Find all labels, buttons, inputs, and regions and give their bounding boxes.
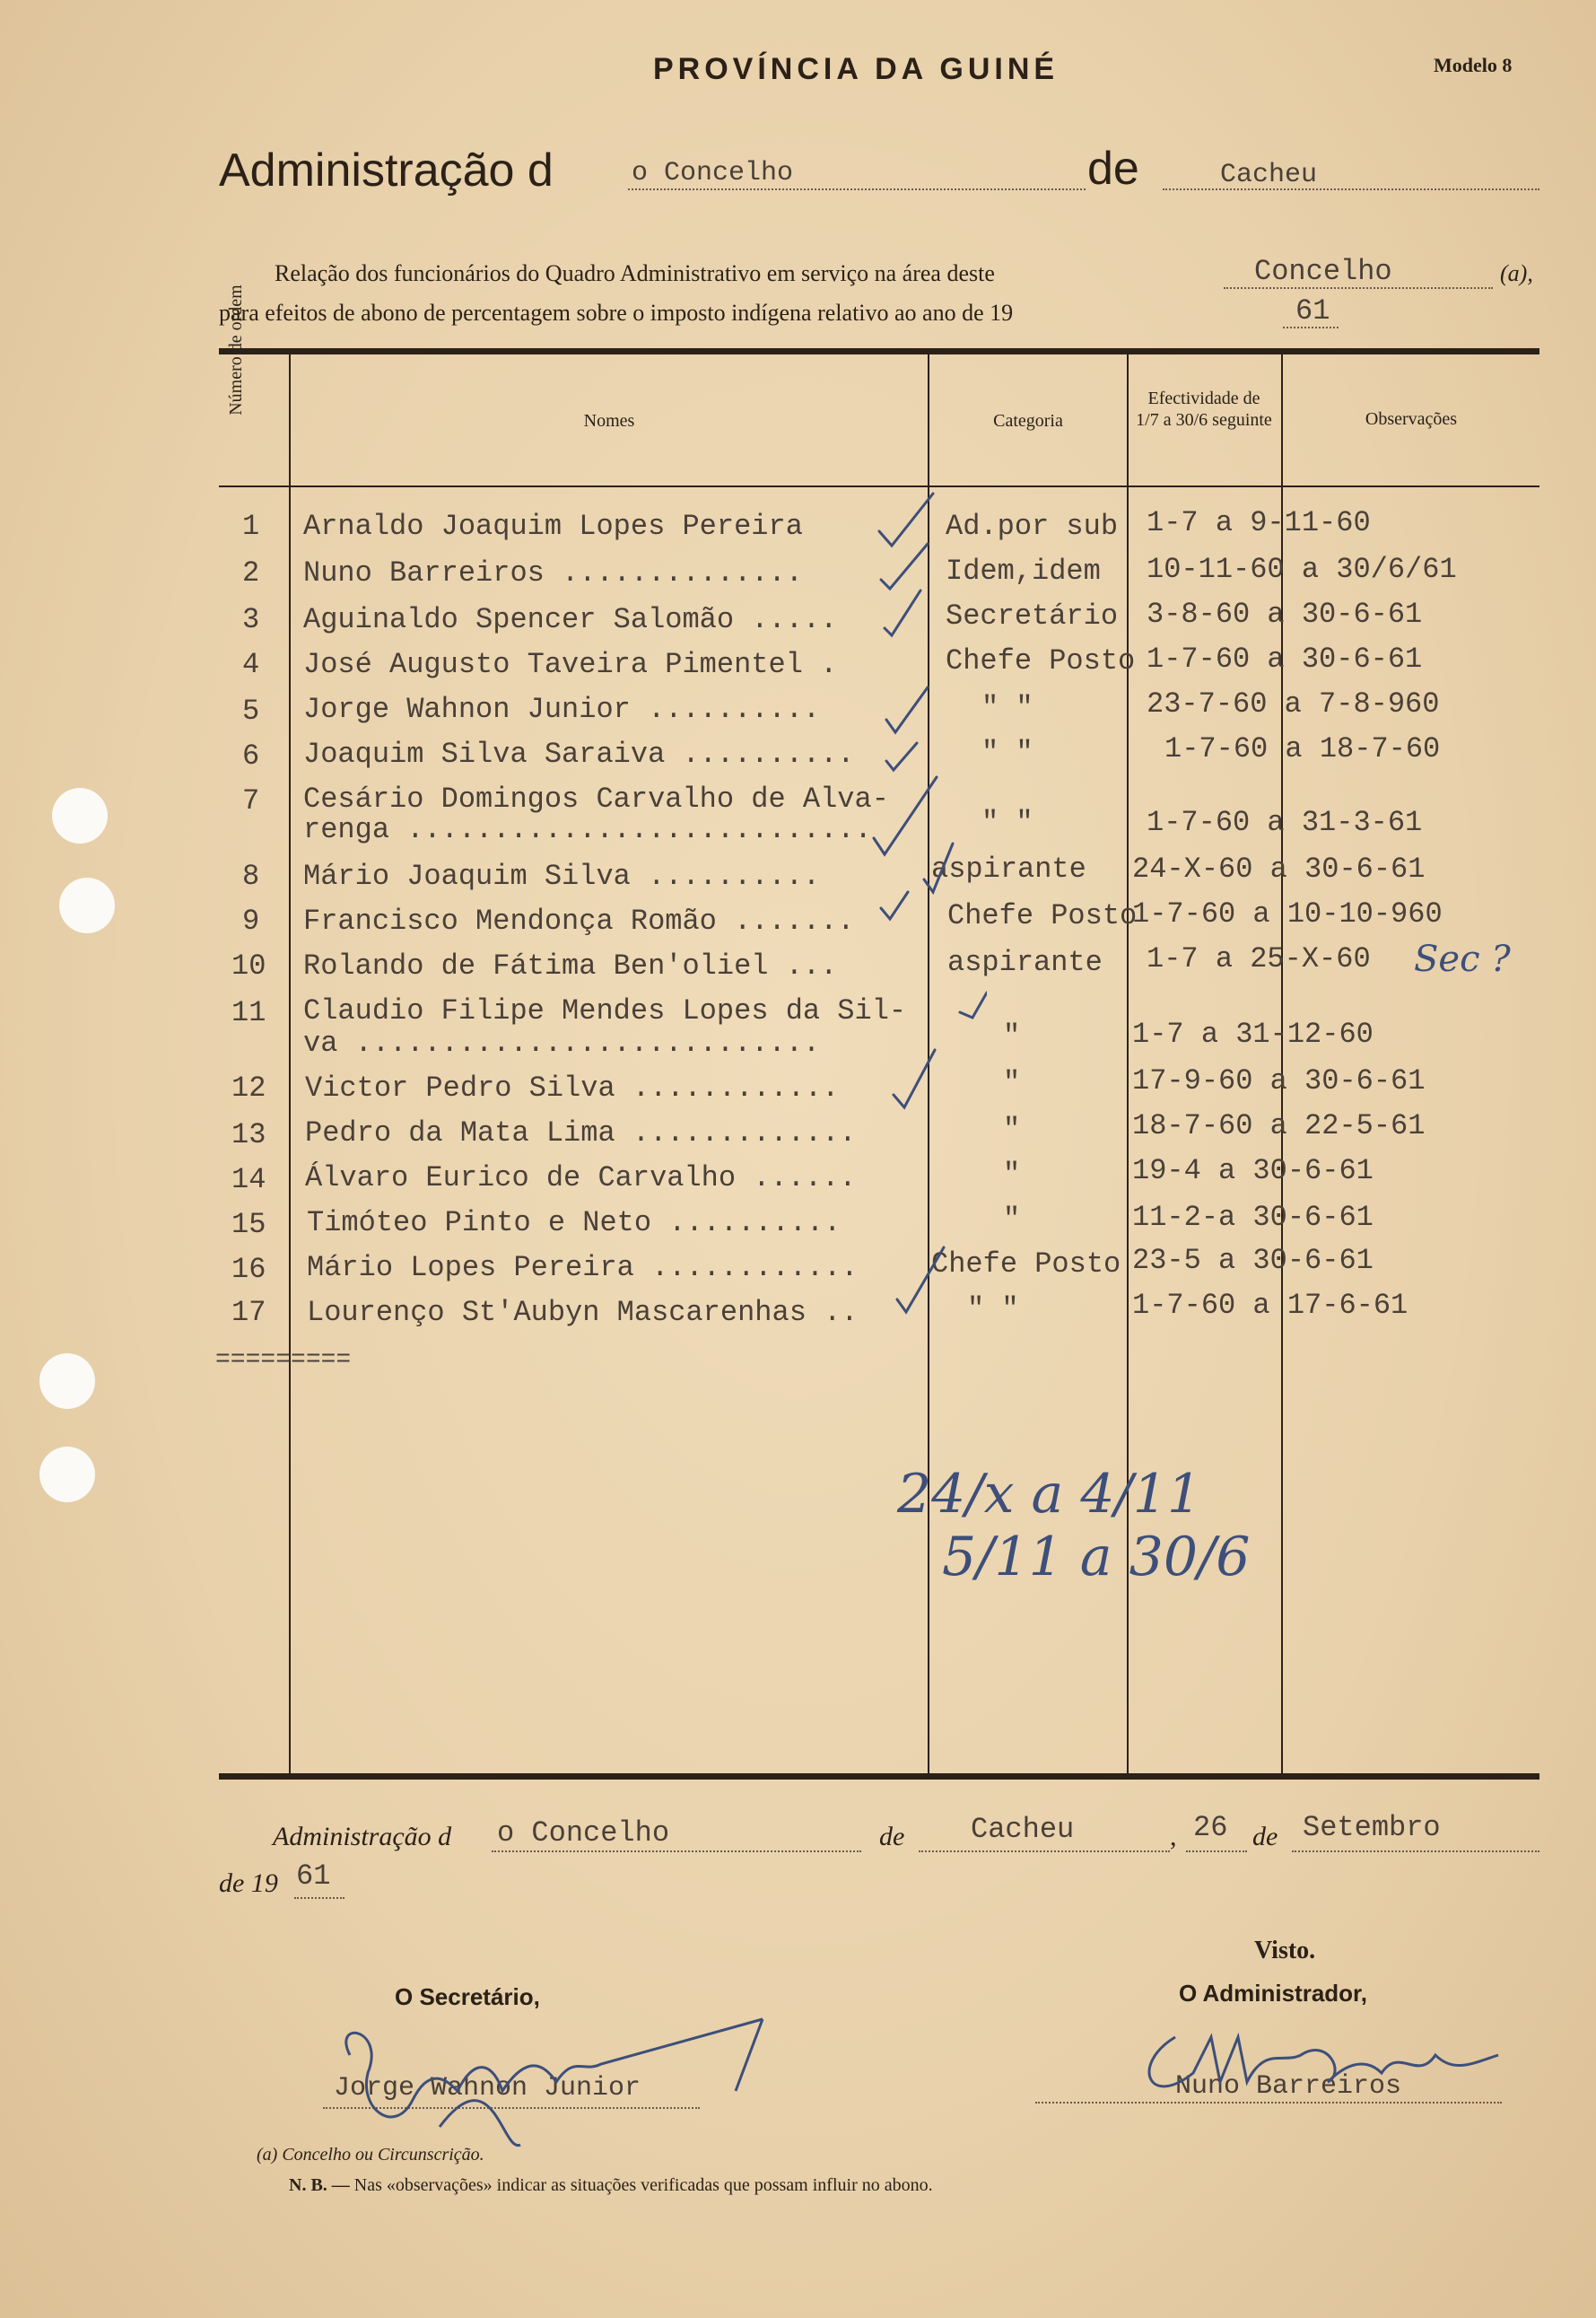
check-mark xyxy=(881,892,908,919)
category: " xyxy=(1003,1158,1021,1191)
employee-name: Rolando de Fátima Ben'oliel ... xyxy=(303,949,838,983)
category: Chefe Posto xyxy=(947,899,1138,932)
administrador-label: O Administrador, xyxy=(1179,1980,1367,2007)
footer-comma: , xyxy=(1170,1822,1177,1851)
check-mark xyxy=(886,687,928,732)
check-mark xyxy=(894,1050,935,1107)
category: aspirante xyxy=(947,946,1103,979)
effectiveness: 18-7-60 a 22-5-61 xyxy=(1132,1109,1426,1142)
row-number: 8 xyxy=(242,860,260,893)
note-ref: (a), xyxy=(1500,260,1533,286)
secretario-name: Jorge Wahnon Junior xyxy=(334,2073,641,2104)
effectiveness: 23-7-60 a 7-8-960 xyxy=(1147,687,1440,721)
row-number: 7 xyxy=(242,784,260,818)
effectiveness: 1-7-60 a 17-6-61 xyxy=(1132,1289,1408,1322)
employee-name: Mário Joaquim Silva .......... xyxy=(303,860,821,893)
category: " " xyxy=(981,736,1033,769)
row-number: 10 xyxy=(231,949,266,983)
admin-value-line xyxy=(628,188,1086,190)
punch-hole xyxy=(39,1353,95,1409)
footer-admin-prefix: Administração d xyxy=(273,1822,452,1851)
administrador-signature xyxy=(1121,2001,1525,2118)
col-divider xyxy=(289,354,291,1773)
category: Chefe Posto xyxy=(931,1247,1121,1281)
check-mark xyxy=(874,777,937,854)
footer-admin-line xyxy=(492,1850,861,1852)
employee-name: Victor Pedro Silva ............ xyxy=(305,1072,840,1105)
category: " xyxy=(1003,1066,1021,1099)
footnote-a: (a) Concelho ou Circunscrição. xyxy=(257,2145,484,2165)
employee-name: Arnaldo Joaquim Lopes Pereira xyxy=(303,510,803,543)
intro-line1: Relação dos funcionários do Quadro Administrativo em serviço na área deste xyxy=(275,260,995,286)
footer-year-line xyxy=(294,1897,344,1899)
nb-label: N. B. — xyxy=(289,2175,350,2195)
check-mark xyxy=(881,544,928,589)
footer-de1: de xyxy=(879,1822,905,1851)
category: " xyxy=(1003,1113,1021,1146)
effectiveness: 1-7 a 9-11-60 xyxy=(1147,506,1371,539)
effectiveness: 24-X-60 a 30-6-61 xyxy=(1132,853,1426,886)
category: " xyxy=(1003,1203,1021,1236)
row-number: 1 xyxy=(242,510,260,543)
header-efectividade: Efectividade de 1/7 a 30/6 seguinte xyxy=(1136,389,1272,430)
area-value: Concelho xyxy=(1254,255,1392,288)
header-categoria: Categoria xyxy=(993,411,1063,431)
handwritten-annotation: 24/x a 4/11 xyxy=(897,1463,1202,1526)
row-number: 9 xyxy=(242,905,260,938)
footer-day-line xyxy=(1186,1850,1247,1852)
effectiveness: 3-8-60 a 30-6-61 xyxy=(1147,598,1423,631)
check-mark xyxy=(885,590,920,635)
row-number: 14 xyxy=(231,1163,266,1196)
footer-admin-value: o Concelho xyxy=(497,1816,670,1850)
de-label: de xyxy=(1087,143,1139,195)
secretario-label: O Secretário, xyxy=(395,1983,540,2010)
employee-name: Pedro da Mata Lima ............. xyxy=(305,1116,857,1150)
category: Secretário xyxy=(946,599,1119,633)
effectiveness: 1-7-60 a 10-10-960 xyxy=(1132,897,1443,931)
place-value: Cacheu xyxy=(1220,160,1318,190)
row-number: 17 xyxy=(231,1296,266,1329)
province-title: PROVÍNCIA DA GUINÉ xyxy=(653,52,1060,86)
category: Idem,idem xyxy=(946,555,1101,588)
employee-name: Timóteo Pinto e Neto .......... xyxy=(307,1206,842,1239)
check-mark xyxy=(879,494,933,546)
row-number: 2 xyxy=(242,556,260,590)
footer-de2: de xyxy=(1252,1822,1278,1851)
punch-hole xyxy=(39,1447,95,1502)
employee-name: Mário Lopes Pereira ............ xyxy=(307,1251,859,1284)
nb-text: Nas «observações» indicar as situações verificadas que possam influir no abono. xyxy=(353,2175,933,2195)
category: Chefe Posto xyxy=(946,644,1136,678)
punch-hole xyxy=(59,878,115,933)
row-number: 3 xyxy=(242,603,260,636)
effectiveness: 11-2-a 30-6-61 xyxy=(1132,1201,1374,1234)
model-label: Modelo 8 xyxy=(1434,54,1513,76)
footer-month-line xyxy=(1292,1850,1539,1852)
check-mark xyxy=(897,1247,944,1312)
table-bottom-rule xyxy=(219,1773,1539,1780)
effectiveness: 1-7-60 a 30-6-61 xyxy=(1147,643,1423,676)
place-line xyxy=(1163,188,1539,190)
category: Ad.por sub xyxy=(946,510,1119,543)
employee-name: Joaquim Silva Saraiva .......... xyxy=(303,738,855,771)
row-number: 11 xyxy=(231,996,266,1029)
header-nomes: Nomes xyxy=(583,411,635,431)
footnote-nb xyxy=(289,2175,933,2196)
visto-label: Visto. xyxy=(1254,1937,1316,1964)
admin-prefix: Administração d xyxy=(219,144,554,197)
row-number: 13 xyxy=(231,1118,266,1151)
row-number: 15 xyxy=(231,1208,266,1241)
footer-place-line xyxy=(919,1850,1170,1852)
employee-name: José Augusto Taveira Pimentel . xyxy=(303,648,838,681)
secretario-signature xyxy=(314,2001,807,2163)
row-number: 5 xyxy=(242,695,260,728)
category: " xyxy=(1003,1019,1021,1053)
effectiveness: 1-7 a 31-12-60 xyxy=(1132,1018,1374,1051)
header-observacoes: Observações xyxy=(1365,409,1458,429)
year-value: 61 xyxy=(1295,294,1330,328)
employee-name: Jorge Wahnon Junior .......... xyxy=(303,693,821,726)
footer-month: Setembro xyxy=(1303,1811,1441,1844)
effectiveness: 17-9-60 a 30-6-61 xyxy=(1132,1064,1426,1098)
footer-day: 26 xyxy=(1193,1811,1228,1844)
check-mark xyxy=(924,844,953,892)
row-number: 12 xyxy=(231,1072,266,1105)
observation-note: Sec ? xyxy=(1414,939,1511,980)
table-top-rule xyxy=(219,348,1539,354)
category: " " xyxy=(981,691,1033,724)
effectiveness: 1-7-60 a 18-7-60 xyxy=(1164,732,1441,765)
employee-name: Claudio Filipe Mendes Lopes da Sil- xyxy=(303,994,907,1028)
intro-line2: para efeitos de abono de percentagem sobre o imposto indígena relativo ao ano de 19 xyxy=(219,300,1014,326)
category: " " xyxy=(981,806,1033,839)
footer-year-prefix: de 19 xyxy=(219,1868,278,1898)
employee-name: Aguinaldo Spencer Salomão ..... xyxy=(303,603,838,636)
row-number: 16 xyxy=(231,1253,266,1286)
employee-name-cont: renga ........................... xyxy=(303,813,872,846)
administrador-name: Nuno Barreiros xyxy=(1175,2071,1402,2102)
handwritten-annotation: 5/11 a 30/6 xyxy=(942,1526,1251,1588)
header-numero: Número de ordem xyxy=(226,284,246,415)
employee-name: Nuno Barreiros .............. xyxy=(303,556,803,590)
employee-name: Álvaro Eurico de Carvalho ...... xyxy=(305,1161,857,1194)
effectiveness: 19-4 a 30-6-61 xyxy=(1132,1154,1374,1187)
footer-place: Cacheu xyxy=(971,1813,1075,1846)
category: " " xyxy=(967,1292,1019,1325)
effectiveness: 1-7-60 a 31-3-61 xyxy=(1147,806,1423,839)
employee-name-cont: va ........................... xyxy=(303,1027,821,1060)
effectiveness: 23-5 a 30-6-61 xyxy=(1132,1244,1374,1277)
admin-value: o Concelho xyxy=(632,158,794,188)
category: aspirante xyxy=(931,853,1086,886)
row-number: 4 xyxy=(242,648,260,681)
employee-name: Lourenço St'Aubyn Mascarenhas .. xyxy=(307,1296,859,1329)
check-mark xyxy=(886,743,917,770)
effectiveness: 1-7 a 25-X-60 xyxy=(1147,942,1371,975)
footer-year-value: 61 xyxy=(296,1859,331,1893)
check-mark xyxy=(960,993,987,1018)
employee-name: Cesário Domingos Carvalho de Alva- xyxy=(303,783,889,816)
effectiveness: 10-11-60 a 30/6/61 xyxy=(1147,553,1457,586)
table-end-mark: ========= xyxy=(215,1346,352,1374)
checkmarks-overlay xyxy=(861,458,987,1355)
employee-name: Francisco Mendonça Romão ....... xyxy=(303,905,855,938)
row-number: 6 xyxy=(242,739,260,773)
punch-hole xyxy=(52,788,108,844)
